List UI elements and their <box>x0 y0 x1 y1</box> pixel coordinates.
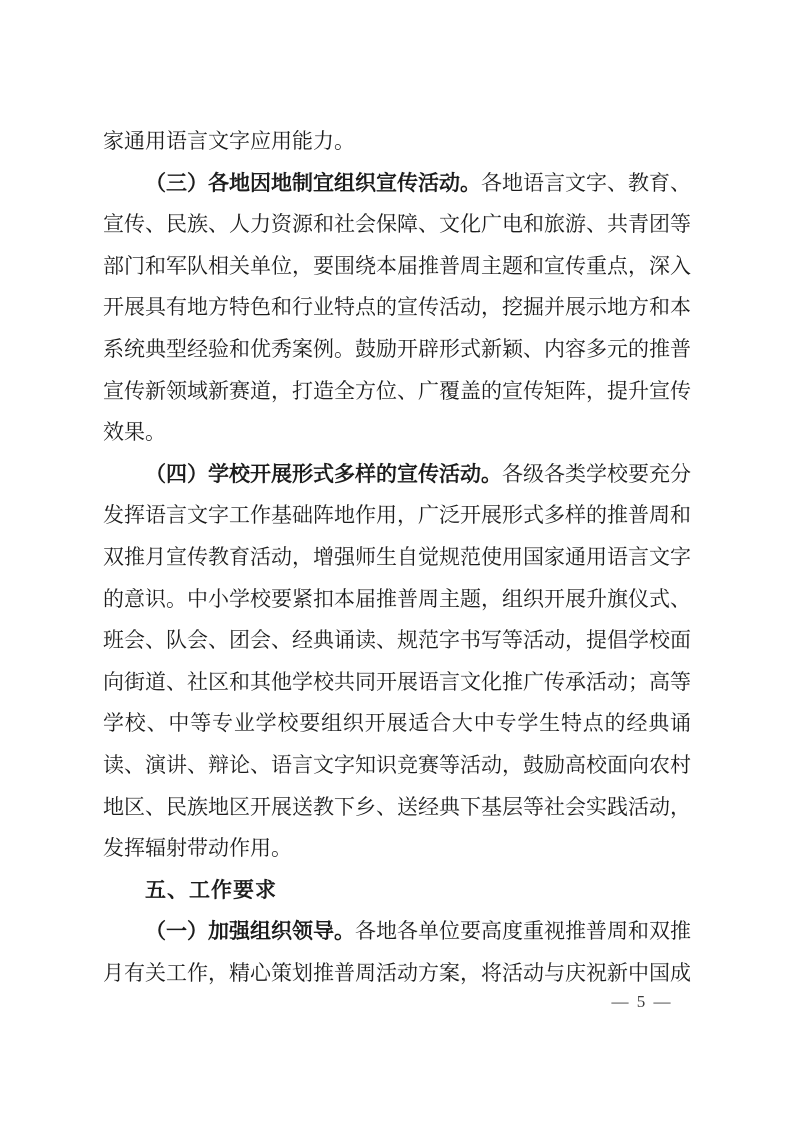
text-line <box>103 412 691 454</box>
text-segment: 向街道、社区和其他学校共同开展语言文化推广传承活动；高等 <box>103 669 691 694</box>
text-line <box>103 163 691 205</box>
text-line <box>103 911 691 953</box>
text-line <box>103 204 691 246</box>
text-segment: 发挥辐射带动作用。 <box>103 836 292 861</box>
text-line <box>103 537 691 579</box>
bold-text-segment: 五、工作要求 <box>145 878 277 902</box>
text-segment: 宣传、民族、人力资源和社会保障、文化广电和旅游、共青团等 <box>103 212 691 237</box>
bold-text-segment: （四）学校开展形式多样的宣传活动。 <box>145 461 502 486</box>
bold-text-segment: （三）各地因地制宜组织宣传活动。 <box>145 170 481 195</box>
text-segment: 各地语言文字、教育、 <box>481 170 691 195</box>
document-body <box>103 121 691 994</box>
text-line <box>103 454 691 496</box>
text-line <box>103 329 691 371</box>
text-line <box>103 495 691 537</box>
text-segment: 宣传新领域新赛道，打造全方位、广覆盖的宣传矩阵，提升宣传 <box>103 378 691 403</box>
text-segment: 学校、中等专业学校要组织开展适合大中专学生特点的经典诵 <box>103 711 691 736</box>
text-segment: 的意识。中小学校要紧扣本届推普周主题，组织开展升旗仪式、 <box>103 586 691 611</box>
text-segment: 各级各类学校要充分 <box>502 461 691 486</box>
text-segment: 双推月宣传教育活动，增强师生自觉规范使用国家通用语言文字 <box>103 544 691 569</box>
text-segment: 发挥语言文字工作基础阵地作用，广泛开展形式多样的推普周和 <box>103 503 691 528</box>
page-number: — 5 — <box>611 992 673 1011</box>
text-segment: 读、演讲、辩论、语言文字知识竞赛等活动，鼓励高校面向农村 <box>103 752 691 777</box>
text-line <box>103 828 691 870</box>
text-segment: 家通用语言文字应用能力。 <box>103 129 355 153</box>
text-line <box>103 246 691 288</box>
text-segment: 地区、民族地区开展送教下乡、送经典下基层等社会实践活动， <box>103 794 691 819</box>
text-segment: 各地各单位要高度重视推普周和双推 <box>355 919 691 944</box>
text-segment: 效果。 <box>103 420 166 445</box>
text-line <box>103 787 691 829</box>
text-line <box>103 953 691 995</box>
bold-text-segment: （一）加强组织领导。 <box>145 919 355 944</box>
text-line <box>103 620 691 662</box>
text-line <box>103 287 691 329</box>
section-heading <box>103 870 691 912</box>
text-segment: 月有关工作，精心策划推普周活动方案，将活动与庆祝新中国成 <box>103 960 691 985</box>
text-line <box>103 662 691 704</box>
text-segment: 系统典型经验和优秀案例。鼓励开辟形式新颖、内容多元的推普 <box>103 336 691 361</box>
text-segment: 班会、队会、团会、经典诵读、规范字书写等活动，提倡学校面 <box>103 628 691 653</box>
text-line <box>103 579 691 621</box>
text-line <box>103 703 691 745</box>
text-segment: 开展具有地方特色和行业特点的宣传活动，挖掘并展示地方和本 <box>103 295 691 320</box>
text-line <box>103 121 691 163</box>
text-segment: 部门和军队相关单位，要围绕本届推普周主题和宣传重点，深入 <box>103 253 691 278</box>
text-line <box>103 745 691 787</box>
text-line <box>103 371 691 413</box>
